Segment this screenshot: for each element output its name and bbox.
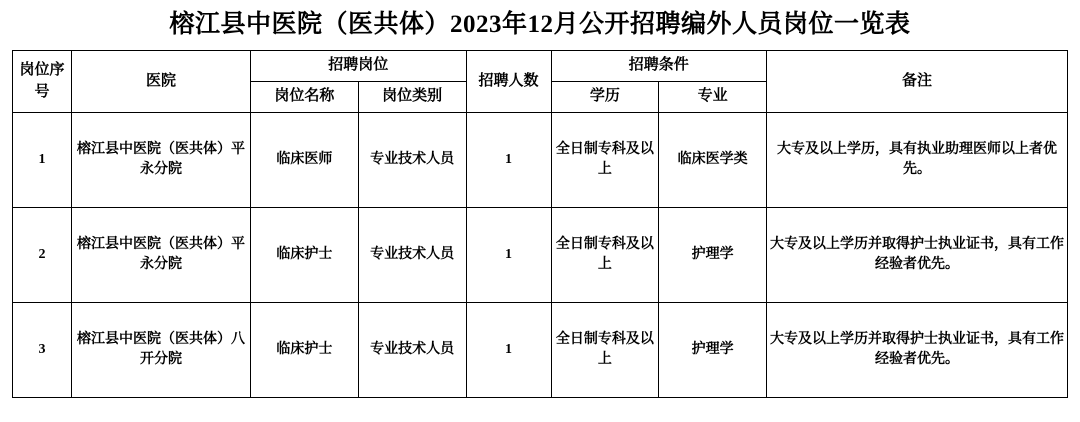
- cell-education: 全日制专科及以上: [551, 303, 659, 398]
- page-title: 榕江县中医院（医共体）2023年12月公开招聘编外人员岗位一览表: [169, 11, 911, 38]
- cell-remark: 大专及以上学历，具有执业助理医师以上者优先。: [767, 113, 1068, 208]
- cell-count: 1: [466, 208, 551, 303]
- cell-education: 全日制专科及以上: [551, 113, 659, 208]
- header-job-name: 岗位名称: [251, 82, 359, 113]
- cell-seq: 1: [13, 113, 72, 208]
- cell-remark: 大专及以上学历并取得护士执业证书，具有工作经验者优先。: [767, 303, 1068, 398]
- cell-job-name: 临床医师: [251, 113, 359, 208]
- recruitment-table: [12, 50, 1068, 398]
- table-body: [13, 113, 1068, 398]
- header-job-group: 招聘岗位: [251, 51, 467, 82]
- cell-job-type: 专业技术人员: [358, 303, 466, 398]
- header-condition-group: 招聘条件: [551, 51, 767, 82]
- cell-count: 1: [466, 113, 551, 208]
- header-remark: 备注: [767, 51, 1068, 113]
- cell-job-type: 专业技术人员: [358, 208, 466, 303]
- cell-job-name: 临床护士: [251, 208, 359, 303]
- cell-major: 护理学: [659, 208, 767, 303]
- cell-job-type: 专业技术人员: [358, 113, 466, 208]
- header-education: 学历: [551, 82, 659, 113]
- header-count: 招聘人数: [466, 51, 551, 113]
- cell-major: 护理学: [659, 303, 767, 398]
- cell-hospital: 榕江县中医院（医共体）八开分院: [72, 303, 251, 398]
- header-seq: 岗位序号: [13, 51, 72, 113]
- cell-remark: 大专及以上学历并取得护士执业证书，具有工作经验者优先。: [767, 208, 1068, 303]
- cell-hospital: 榕江县中医院（医共体）平永分院: [72, 208, 251, 303]
- cell-hospital: 榕江县中医院（医共体）平永分院: [72, 113, 251, 208]
- header-major: 专业: [659, 82, 767, 113]
- cell-seq: 3: [13, 303, 72, 398]
- header-hospital: 医院: [72, 51, 251, 113]
- table-row: [13, 303, 1068, 398]
- table-header-row-1: [13, 51, 1068, 82]
- table-row: [13, 208, 1068, 303]
- cell-job-name: 临床护士: [251, 303, 359, 398]
- table-header: [13, 51, 1068, 113]
- cell-education: 全日制专科及以上: [551, 208, 659, 303]
- cell-major: 临床医学类: [659, 113, 767, 208]
- header-job-type: 岗位类别: [358, 82, 466, 113]
- cell-count: 1: [466, 303, 551, 398]
- table-row: [13, 113, 1068, 208]
- cell-seq: 2: [13, 208, 72, 303]
